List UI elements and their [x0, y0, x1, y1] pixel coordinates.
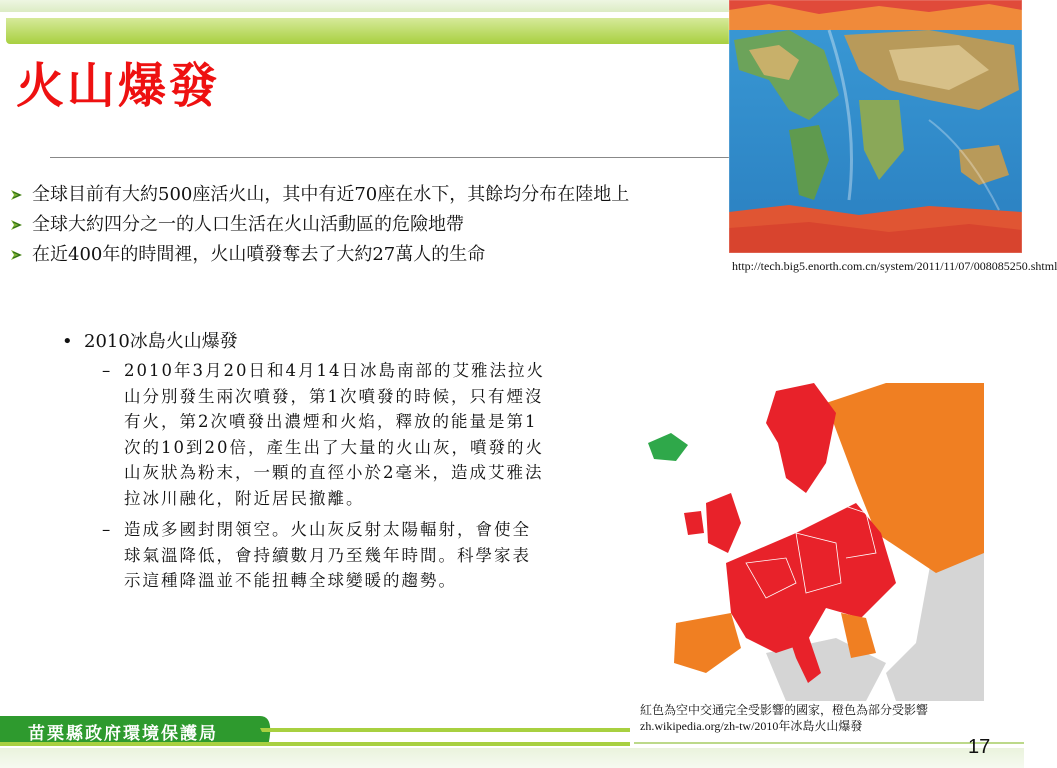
page-number: 17 [968, 736, 991, 758]
top-accent-bar [6, 18, 730, 44]
detail-text: 2010年3月20日和4月14日冰島南部的艾雅法拉火山分別發生兩次噴發，第1次噴發的時候，只有煙沒有火，第2次噴發出濃煙和火焰，釋放的能量是第1次的10到20倍，產生出了大量的火山灰，噴發的火山灰狀為粉末，一顆的直徑小於2毫米，造成艾雅法拉冰川融化，附近居民撤離。 [124, 361, 545, 508]
map-legend-text: 紅色為空中交通完全受影響的國家，橙色為部分受影響 [640, 703, 929, 717]
title-divider [50, 157, 730, 158]
dash-bullet-icon: – [102, 520, 113, 539]
slide-title: 火山爆發 [16, 58, 221, 114]
europe-airspace-map-image [636, 383, 984, 701]
main-bullet-list [10, 180, 670, 270]
europe-map-graphic [636, 383, 984, 701]
arrow-bullet-icon [10, 248, 24, 262]
sub-bullet-item [62, 328, 238, 356]
detail-item [100, 358, 548, 511]
map-source-text: zh.wikipedia.org/zh-tw/2010年冰島火山爆發 [640, 719, 863, 733]
world-map-graphic [729, 0, 1022, 253]
detail-item [100, 517, 548, 594]
dash-bullet-icon: – [102, 361, 113, 380]
bullet-text: 在近400年的時間裡，火山噴發奪去了大約27萬人的生命 [32, 244, 486, 265]
bullet-item [10, 180, 670, 210]
footer-divider [634, 742, 1024, 744]
bullet-text: 全球大約四分之一的人口生活在火山活動區的危險地帶 [32, 214, 464, 235]
footer-bottom-bar [0, 748, 1024, 768]
bullet-item [10, 210, 670, 240]
detail-text: 造成多國封閉領空。火山灰反射太陽輻射，會使全球氣溫降低，會持續數月乃至幾年時間。科學家表示這種降溫並不能扭轉全球變暖的趨勢。 [124, 520, 531, 590]
dot-bullet-icon: • [62, 331, 73, 352]
europe-map-caption [640, 702, 1020, 734]
world-terrain-map-image [729, 0, 1022, 253]
footer-organization: 苗栗縣政府環境保護局 [28, 724, 218, 744]
sub-bullet-list [62, 328, 238, 356]
sub-bullet-text: 2010冰島火山爆發 [84, 331, 238, 352]
arrow-bullet-icon [10, 218, 24, 232]
arrow-bullet-icon [10, 188, 24, 202]
bullet-text: 全球目前有大約500座活火山，其中有近70座在水下，其餘均分布在陸地上 [32, 184, 630, 205]
world-map-source-caption: http://tech.big5.enorth.com.cn/system/2011/11/07/008085250.shtml [732, 259, 1057, 273]
detail-list [100, 358, 548, 600]
bullet-item [10, 240, 670, 270]
top-accent-bar-light [0, 0, 730, 12]
